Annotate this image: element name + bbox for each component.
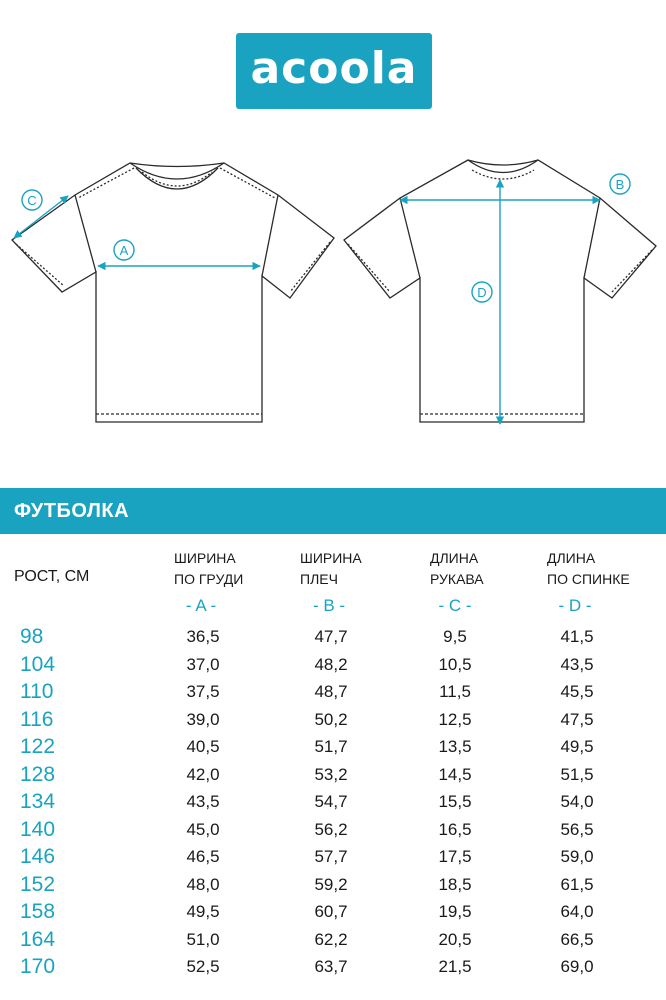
marker-d: D	[477, 285, 487, 300]
size-value: 122	[20, 735, 56, 758]
cell-c: 10,5	[438, 655, 472, 674]
cell-d: 49,5	[560, 737, 594, 756]
size-value: 152	[20, 873, 56, 896]
marker-b: B	[615, 177, 625, 192]
cell-a: 46,5	[186, 847, 220, 866]
cell-d: 45,5	[560, 682, 594, 701]
size-value: 98	[20, 625, 44, 648]
cell-b: 47,7	[314, 627, 348, 646]
cell-b: 50,2	[314, 710, 348, 729]
cell-b: 59,2	[314, 875, 348, 894]
size-value: 104	[20, 653, 56, 676]
column-header-a: ШИРИНА ПО ГРУДИ	[174, 550, 244, 587]
cell-b: 48,2	[314, 655, 348, 674]
tshirt-diagram	[0, 0, 666, 480]
cell-a: 48,0	[186, 875, 220, 894]
size-value: 128	[20, 763, 56, 786]
cell-c: 11,5	[439, 682, 471, 701]
cell-a: 45,0	[186, 820, 220, 839]
column-code-a: - A -	[185, 596, 217, 615]
cell-d: 61,5	[560, 875, 594, 894]
size-value: 146	[20, 845, 56, 868]
cell-d: 66,5	[560, 930, 594, 949]
size-value: 116	[20, 708, 54, 731]
cell-c: 16,5	[438, 820, 472, 839]
size-value: 134	[20, 790, 56, 813]
column-code-c: - C -	[438, 596, 472, 615]
cell-d: 41,5	[560, 627, 594, 646]
marker-a: A	[119, 243, 129, 258]
cell-c: 19,5	[438, 902, 472, 921]
cell-d: 43,5	[560, 655, 594, 674]
cell-b: 62,2	[314, 930, 348, 949]
cell-a: 37,5	[186, 682, 220, 701]
cell-a: 40,5	[186, 737, 220, 756]
size-value: 170	[20, 955, 56, 978]
cell-b: 54,7	[314, 792, 348, 811]
cell-c: 18,5	[438, 875, 472, 894]
cell-b: 51,7	[314, 737, 348, 756]
cell-a: 43,5	[186, 792, 220, 811]
cell-d: 51,5	[560, 765, 594, 784]
cell-d: 54,0	[560, 792, 594, 811]
size-value: 158	[20, 900, 56, 923]
section-band	[0, 488, 666, 534]
cell-b: 60,7	[314, 902, 348, 921]
cell-d: 56,5	[560, 820, 594, 839]
cell-c: 14,5	[438, 765, 472, 784]
marker-c: C	[27, 193, 37, 208]
cell-d: 59,0	[560, 847, 594, 866]
section-title: ФУТБОЛКА	[14, 500, 130, 522]
cell-a: 39,0	[186, 710, 220, 729]
cell-a: 49,5	[186, 902, 220, 921]
cell-a: 52,5	[186, 957, 220, 976]
cell-c: 13,5	[438, 737, 472, 756]
cell-c: 15,5	[438, 792, 472, 811]
column-header-b: ШИРИНА ПЛЕЧ	[300, 550, 362, 587]
cell-b: 48,7	[314, 682, 348, 701]
cell-b: 53,2	[314, 765, 348, 784]
cell-c: 20,5	[438, 930, 472, 949]
cell-a: 37,0	[186, 655, 220, 674]
logo-text: acoola	[250, 43, 418, 94]
column-header-d: ДЛИНА ПО СПИНКЕ	[547, 550, 630, 587]
size-value: 110	[20, 680, 54, 703]
cell-a: 36,5	[186, 627, 220, 646]
cell-d: 47,5	[560, 710, 594, 729]
cell-a: 42,0	[186, 765, 220, 784]
column-code-d: - D -	[558, 596, 592, 615]
column-code-b: - B -	[312, 596, 346, 615]
cell-a: 51,0	[186, 930, 220, 949]
size-value: 140	[20, 818, 56, 841]
size-value: 164	[20, 928, 56, 951]
cell-d: 69,0	[560, 957, 594, 976]
cell-c: 21,5	[438, 957, 472, 976]
column-header-c: ДЛИНА РУКАВА	[430, 550, 484, 587]
cell-b: 63,7	[314, 957, 348, 976]
cell-b: 57,7	[314, 847, 348, 866]
cell-c: 12,5	[438, 710, 472, 729]
cell-d: 64,0	[560, 902, 594, 921]
size-column-header: РОСТ, СМ	[14, 568, 90, 585]
cell-c: 9,5	[443, 627, 467, 646]
cell-b: 56,2	[314, 820, 348, 839]
cell-c: 17,5	[438, 847, 472, 866]
